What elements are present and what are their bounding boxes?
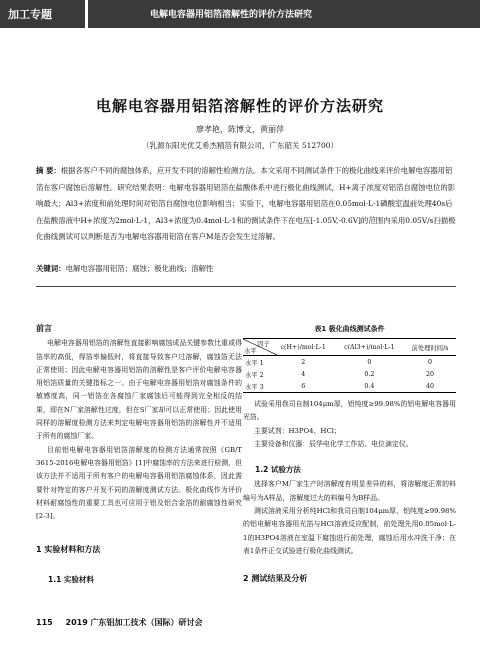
keywords xyxy=(36,262,456,276)
author-list: 廖孝艳，陈博文，黄丽萍 xyxy=(196,125,284,134)
body-paragraph: 电解电容器用铝箔的溶解性直接影响腐蚀成品关键参数比重或得箔率的高低，得箔率偏低时，将直接导致客户过溶解，腐蚀箔无法正常使用；因此电解电容器用铝箔的溶解性是客户评价电解电容器用铝箔质量的关键指标之一。由于电解电容器用铝箔对腐蚀条件的敏感度高，同一铝箔在各腐蚀厂家腐蚀后可能得到完全相反的结果，即在N厂家溶解性过度，但在S厂家却可以正常使用；因此使用同样的溶解度检测方法来判定电解电容器用铝箔的溶解性并不适用于所有的腐蚀厂家。 xyxy=(36,339,242,441)
corner-label-factor: 因子 xyxy=(257,341,270,348)
table-cell: 0 xyxy=(427,358,432,366)
row-label: 水平 1 xyxy=(245,359,264,367)
abstract-text: 根据各客户不同的腐蚀体系，应开发不同的溶解性检测方法。本文采用不同测试条件下的极化曲线来评价电解电容器用铝箔在客户腐蚀后溶解性。研究结果表明：电解电容器用铝箔在盐酸体系中进行极化曲线测试，H+离子浓度对铝箔自腐蚀电位的影响最大；Al3+浓度和前处理时间对铝箔自腐蚀电位影响相当；实验下，电解电容器用铝箔在0.05mol·L-1磷酸室温前处理40s后在盐酸溶液中H+浓度为2mol·L-1，Al3+浓度为0.4mol·L-1和的测试条件下在电压[-1.05V,-0.6V]的范围内采用0.05V/s扫描极化曲线测试可以判断是否为电解电容器用铝箔在客户M是否会发生过溶解。 xyxy=(36,166,456,242)
table-caption: 表1 极化曲线测试条件 xyxy=(314,325,385,333)
table-header: 前处理时间/s xyxy=(404,339,456,356)
affiliation: （乳源东阳光优艾希杰精箔有限公司，广东韶关 512700） xyxy=(141,141,338,150)
row-label: 水平 3 xyxy=(243,380,272,393)
table-cell: 40 xyxy=(404,380,456,393)
table-cell: 0 xyxy=(367,358,372,366)
table-row xyxy=(243,380,456,393)
preface-heading: 前言 xyxy=(36,324,52,333)
table-cell: 6 xyxy=(272,380,335,393)
subsection-heading: 1.2 试验方法 xyxy=(255,465,301,475)
table-cell: 20 xyxy=(425,370,434,378)
running-header xyxy=(0,0,480,28)
body-paragraph: 选择客户M厂家生产时溶解度有明显差异的料，将溶解度正常的料编号为A样品，溶解度过大的料编号为B样品。 xyxy=(243,480,456,502)
keywords-text: 电解电容器用铝箔；腐蚀；极化曲线；溶解性 xyxy=(65,264,214,273)
abstract-label: 摘 要： xyxy=(36,166,61,175)
right-column xyxy=(243,398,456,586)
left-column xyxy=(36,322,242,586)
table-row xyxy=(243,368,456,380)
body-paragraph: 目前铝电解电容器用铝箔溶解度的检测方法通常按照《GB/T 3615-2016电解电容器用铝箔》[1]中腐蚀率的方法来进行检测，但该方法并不适用于所有客户的电解电容器用铝箔腐蚀体系，因此需要针对特定的客户开发不同的溶解度测试方法。极化曲线作为评价材料耐腐蚀性的重要工具也可应用于铝及铝合金箔的耐腐蚀性研究[2-3]。 xyxy=(36,445,242,521)
paper-title: 电解电容器用铝箔溶解性的评价方法研究 xyxy=(95,97,384,115)
table-cell: 0.4 xyxy=(335,380,404,393)
table-corner-cell xyxy=(243,339,272,356)
running-title: 电解电容器用铝箔溶解性的评价方法研究 xyxy=(150,10,313,20)
abstract xyxy=(36,163,456,246)
table-header: c(H+)/mol·L-1 xyxy=(272,339,335,356)
table-cell: 0.2 xyxy=(364,370,375,378)
table-cell: 2 xyxy=(301,358,306,366)
corner-label-level: 水平 xyxy=(244,348,257,355)
section-label: 加工专题 xyxy=(8,8,52,21)
keywords-label: 关键词： xyxy=(36,264,66,273)
subsection-heading: 1.1 实验材料 xyxy=(48,574,94,584)
table-header: c(Al3+)/mol·L-1 xyxy=(335,339,404,356)
body-paragraph: 测试溶液采用分析纯HCl和我司自制104μm厚，铝纯度≥99.98%的铝电解电容器用光箔与HCl溶液反应配制，前处理先用0.05mol·L-1的H3PO4溶液在室温下腐蚀进行前处理，腐蚀后用水冲洗干净；在表1条件正交试验进行极化曲线测试。 xyxy=(243,507,456,555)
table-cell: 4 xyxy=(301,370,306,378)
page-footer xyxy=(36,617,203,628)
page-number: 115 xyxy=(36,618,53,627)
conditions-table xyxy=(243,338,456,393)
abstract-divider xyxy=(36,286,456,287)
section-heading: 2 测试结果及分析 xyxy=(243,574,308,584)
table-row xyxy=(243,356,456,369)
journal-name: 2019 广东铝加工技术（国际）研讨会 xyxy=(65,618,203,627)
row-label: 水平 2 xyxy=(245,371,264,379)
body-paragraph: 主要设备和仪器：辰华电化学工作站、电位滴定仪。 xyxy=(254,439,413,448)
section-heading: 1 实验材料和方法 xyxy=(36,545,101,555)
header-divider xyxy=(85,0,88,28)
body-paragraph: 主要试剂：H3PO4、HCl； xyxy=(254,426,341,435)
body-paragraph: 试验采用我司自制104μm厚，铝纯度≥99.98%的铝电解电容器用光箔。 xyxy=(243,400,456,422)
